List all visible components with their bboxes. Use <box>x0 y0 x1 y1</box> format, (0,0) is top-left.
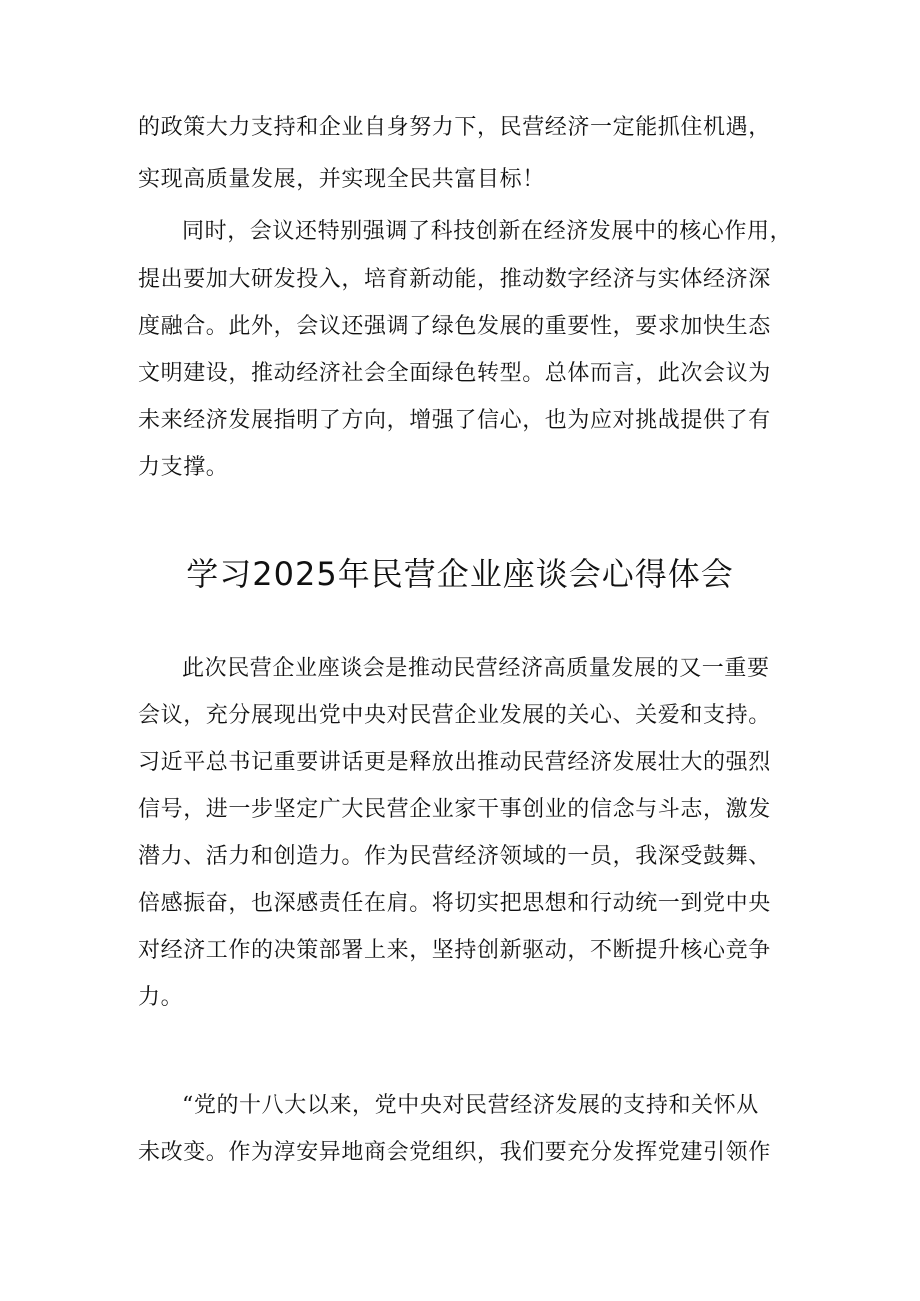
paragraph-start-line: “党的十八大以来，党中央对民营经济发展的支持和关怀从 <box>182 1093 759 1118</box>
text-line: 未改变。作为淳安异地商会党组织，我们要充分发挥党建引领作 <box>138 1140 771 1165</box>
text-line: 力支撑。 <box>138 455 229 480</box>
text-line: 实现高质量发展，并实现全民共富目标！ <box>138 167 545 192</box>
paragraph-start-line: 此次民营企业座谈会是推动民营经济高质量发展的又一重要 <box>182 656 770 681</box>
text-line: 习近平总书记重要讲话更是释放出推动民营经济发展壮大的强烈 <box>138 750 771 775</box>
text-line: 力。 <box>138 985 184 1010</box>
text-line: 提出要加大研发投入，培育新动能，推动数字经济与实体经济深 <box>138 267 771 292</box>
text-line: 倍感振奋，也深感责任在肩。将切实把思想和行动统一到党中央 <box>138 891 771 916</box>
paragraph-start-line: 同时，会议还特别强调了科技创新在经济发展中的核心作用， <box>182 219 793 244</box>
text-line: 文明建设，推动经济社会全面绿色转型。总体而言，此次会议为 <box>138 361 771 386</box>
text-line: 未来经济发展指明了方向，增强了信心，也为应对挑战提供了有 <box>138 408 771 433</box>
text-line: 度融合。此外，会议还强调了绿色发展的重要性，要求加快生态 <box>138 314 771 339</box>
document-title: 学习2025年民营企业座谈会心得体会 <box>186 555 734 593</box>
text-line: 的政策大力支持和企业自身努力下，民营经济一定能抓住机遇， <box>138 115 771 140</box>
text-line: 信号，进一步坚定广大民营企业家干事创业的信念与斗志，激发 <box>138 797 771 822</box>
text-line: 会议，充分展现出党中央对民营企业发展的关心、关爱和支持。 <box>138 703 771 728</box>
text-line: 对经济工作的决策部署上来，坚持创新驱动，不断提升核心竞争 <box>138 938 771 963</box>
text-line: 潜力、活力和创造力。作为民营经济领域的一员，我深受鼓舞、 <box>138 844 771 869</box>
